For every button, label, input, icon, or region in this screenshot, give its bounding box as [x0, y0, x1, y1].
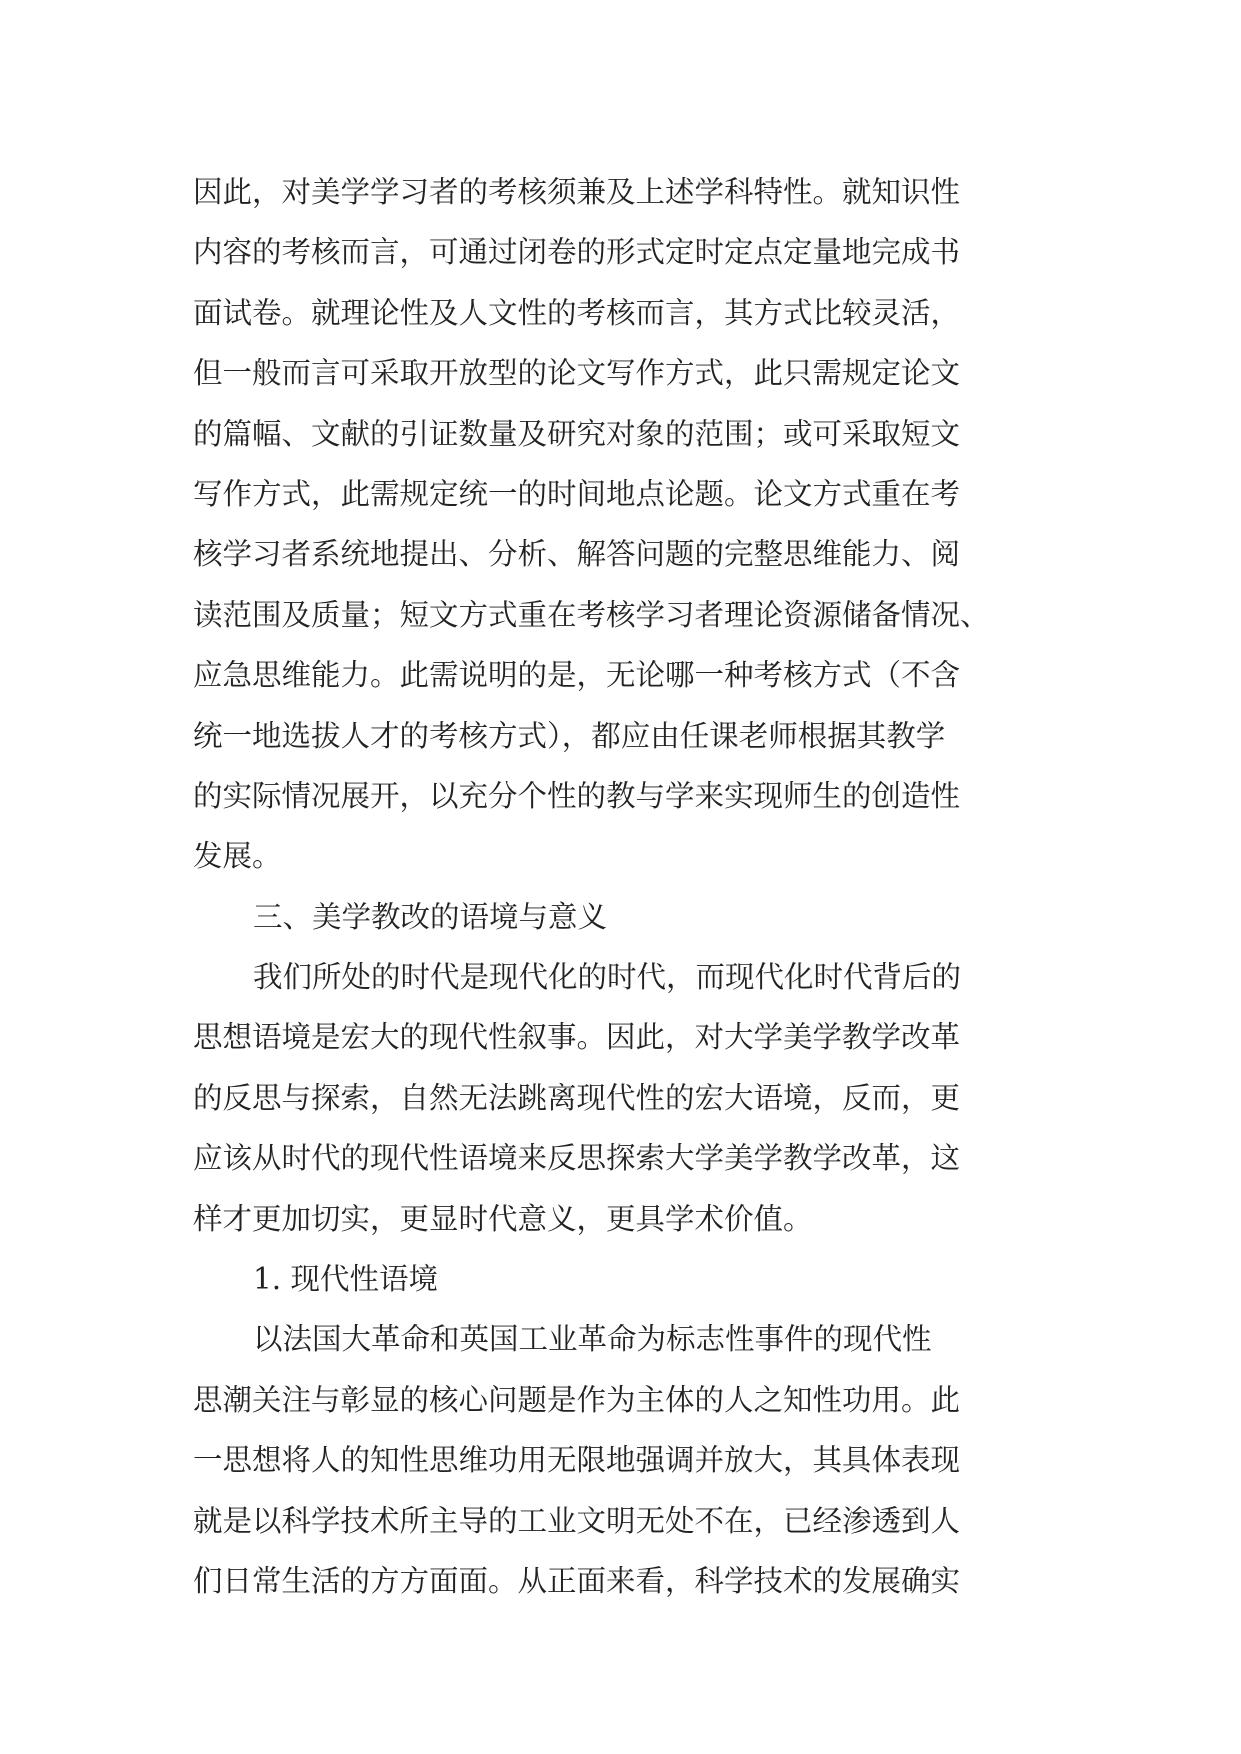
- paragraph-line: 的实际情况展开，以充分个性的教与学来实现师生的创造性: [193, 778, 961, 813]
- paragraph-line: 发展。: [193, 839, 282, 874]
- section-heading: 三、美学教改的语境与意义: [253, 899, 608, 934]
- paragraph-line: 应该从时代的现代性语境来反思探索大学美学教学改革，这: [193, 1141, 961, 1176]
- paragraph-line: 应急思维能力。此需说明的是，无论哪一种考核方式（不含: [193, 658, 961, 693]
- paragraph-line: 的篇幅、文献的引证数量及研究对象的范围；或可采取短文: [193, 416, 961, 451]
- paragraph-line: 内容的考核而言，可通过闭卷的形式定时定点定量地完成书: [193, 235, 961, 270]
- subsection-heading: 1. 现代性语境: [253, 1262, 439, 1297]
- paragraph-line: 一思想将人的知性思维功用无限地强调并放大，其具体表现: [193, 1443, 961, 1478]
- paragraph-line: 读范围及质量；短文方式重在考核学习者理论资源储备情况、: [193, 597, 990, 632]
- paragraph-line: 思想语境是宏大的现代性叙事。因此，对大学美学教学改革: [193, 1020, 961, 1055]
- paragraph-line: 们日常生活的方方面面。从正面来看，科学技术的发展确实: [193, 1563, 961, 1598]
- paragraph-line: 我们所处的时代是现代化的时代，而现代化时代背后的: [253, 960, 962, 995]
- paragraph-line: 写作方式，此需规定统一的时间地点论题。论文方式重在考: [193, 476, 961, 511]
- paragraph-line: 的反思与探索，自然无法跳离现代性的宏大语境，反而，更: [193, 1080, 961, 1115]
- body-text: [193, 162, 1093, 1611]
- paragraph-line: 以法国大革命和英国工业革命为标志性事件的现代性: [253, 1322, 932, 1357]
- paragraph-line: 就是以科学技术所主导的工业文明无处不在，已经渗透到人: [193, 1503, 961, 1538]
- paragraph-line: 面试卷。就理论性及人文性的考核而言，其方式比较灵活，: [193, 295, 961, 330]
- paragraph-line: 但一般而言可采取开放型的论文写作方式，此只需规定论文: [193, 356, 961, 391]
- paragraph-line: 思潮关注与彰显的核心问题是作为主体的人之知性功用。此: [193, 1382, 961, 1417]
- paragraph-line: 核学习者系统地提出、分析、解答问题的完整思维能力、阅: [193, 537, 961, 572]
- paragraph-line: 统一地选拔人才的考核方式），都应由任课老师根据其教学: [193, 718, 946, 753]
- paragraph-line: 样才更加切实，更显时代意义，更具学术价值。: [193, 1201, 813, 1236]
- paragraph-line: 因此，对美学学习者的考核须兼及上述学科特性。就知识性: [193, 175, 961, 209]
